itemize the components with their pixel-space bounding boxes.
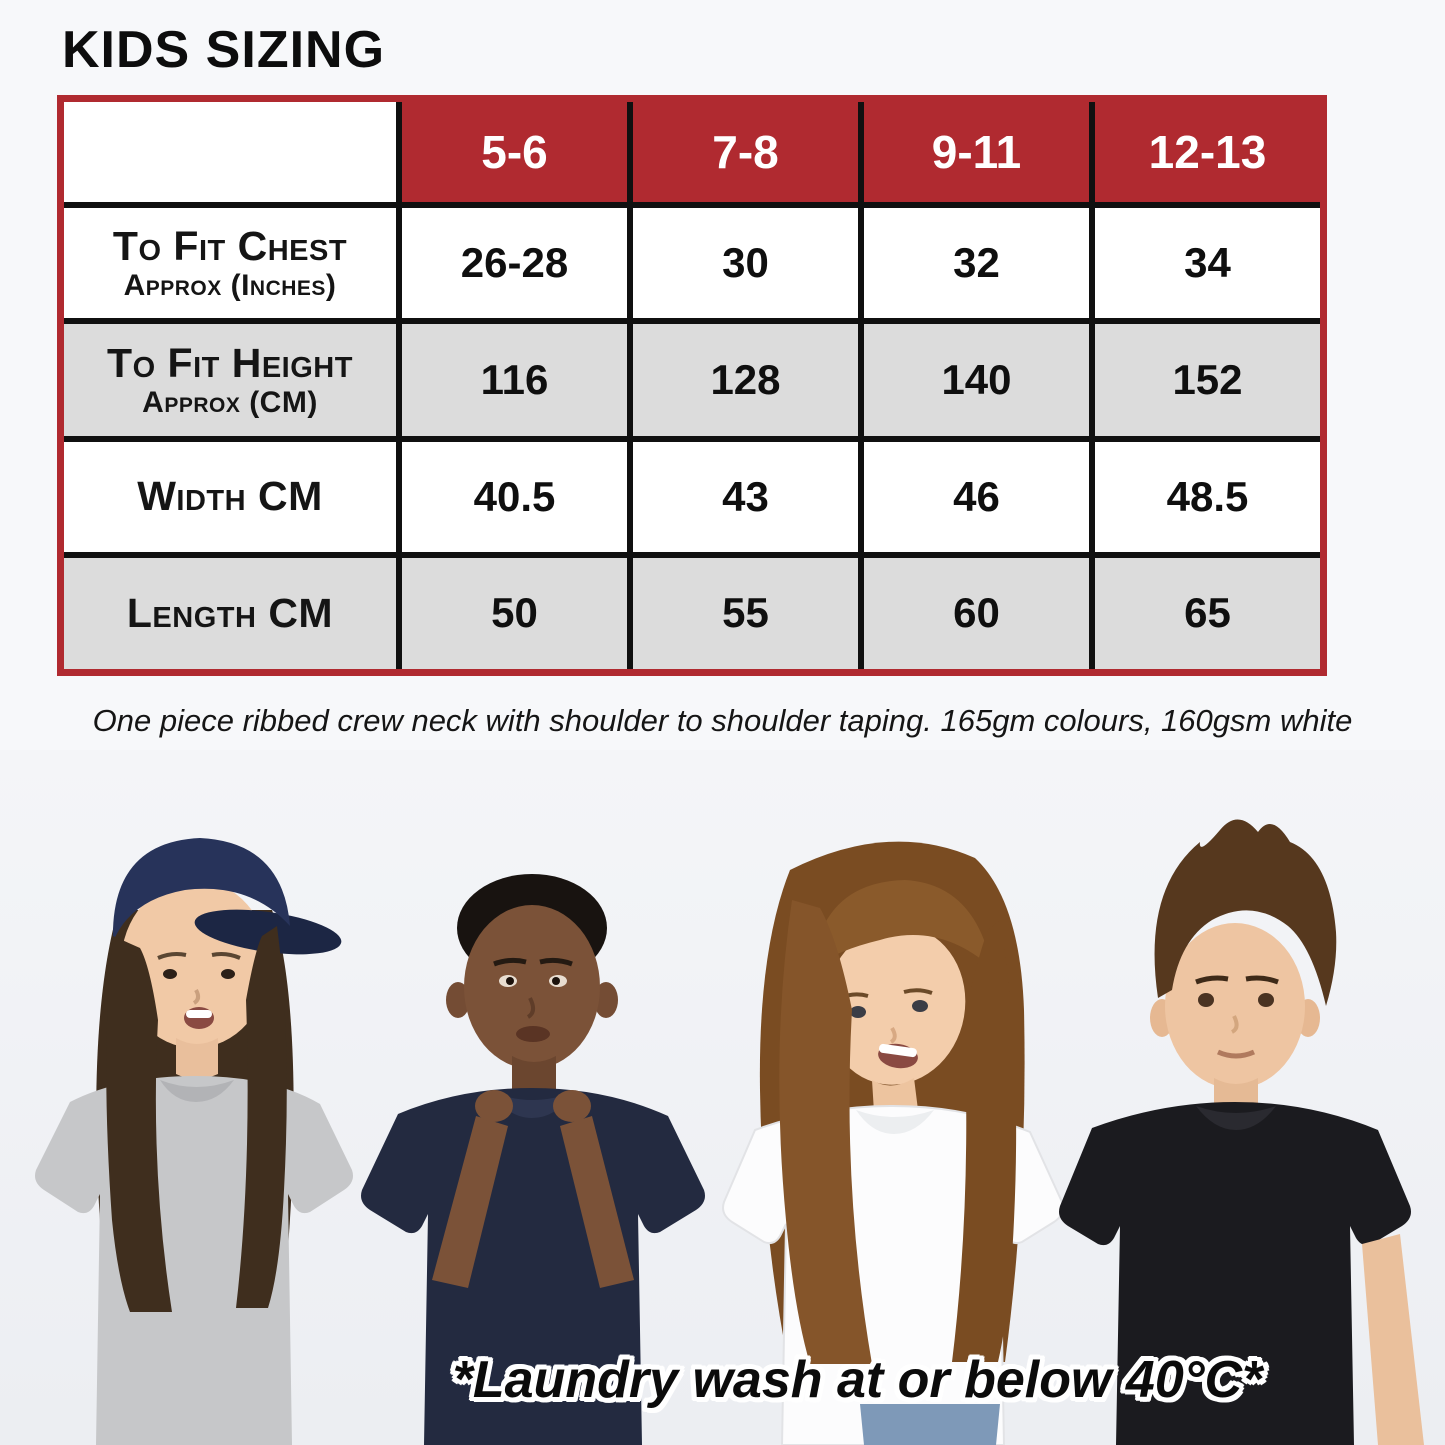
row-label-line1: Length CM xyxy=(126,589,334,636)
height-value xyxy=(402,324,627,436)
length-value xyxy=(402,558,627,669)
row-label-line2: Approx (Inches) xyxy=(123,268,337,302)
value-text: 60 xyxy=(953,589,1000,637)
value-text: 55 xyxy=(722,589,769,637)
col-header-9-11: 9-11 xyxy=(864,102,1089,202)
col-header-12-13: 12-13 xyxy=(1095,102,1320,202)
row-label-line1: To Fit Height xyxy=(107,339,353,386)
row-label-line1: To Fit Chest xyxy=(112,222,348,269)
chest-value xyxy=(864,208,1089,318)
row-label-height xyxy=(64,324,396,436)
value-text: 40.5 xyxy=(473,472,556,520)
chest-value xyxy=(1095,208,1320,318)
value-text: 128 xyxy=(710,355,781,403)
value-text: 34 xyxy=(1184,238,1231,286)
length-value xyxy=(1095,558,1320,669)
chest-value xyxy=(402,208,627,318)
value-text: 152 xyxy=(1172,355,1243,403)
length-value xyxy=(633,558,858,669)
width-value xyxy=(402,442,627,552)
kids-sizing-table xyxy=(57,95,1327,676)
table-corner-cell xyxy=(64,102,396,202)
kids-photo xyxy=(0,750,1445,1445)
height-value xyxy=(633,324,858,436)
value-text: 65 xyxy=(1184,589,1231,637)
laundry-caption: *Laundry wash at or below 40°C* xyxy=(452,1351,1263,1409)
row-label-line1: Width CM xyxy=(137,473,323,520)
height-value xyxy=(1095,324,1320,436)
width-value xyxy=(633,442,858,552)
width-value xyxy=(864,442,1089,552)
row-label-chest xyxy=(64,208,396,318)
row-label-length xyxy=(64,558,396,669)
length-value xyxy=(864,558,1089,669)
col-header-5-6: 5-6 xyxy=(402,102,627,202)
row-label-line2: Approx (CM) xyxy=(142,385,318,419)
value-text: 43 xyxy=(722,472,769,520)
value-text: 26-28 xyxy=(460,238,569,286)
value-text: 140 xyxy=(941,355,1012,403)
value-text: 32 xyxy=(953,238,1000,286)
row-label-width xyxy=(64,442,396,552)
page-title: KIDS SIZING xyxy=(62,21,386,79)
height-value xyxy=(864,324,1089,436)
fabric-description: One piece ribbed crew neck with shoulder to shoulder taping. 165gm colours, 160gsm white xyxy=(92,703,1353,738)
value-text: 48.5 xyxy=(1166,472,1249,520)
chest-value xyxy=(633,208,858,318)
width-value xyxy=(1095,442,1320,552)
value-text: 46 xyxy=(953,472,1000,520)
value-text: 30 xyxy=(722,238,769,286)
col-header-7-8: 7-8 xyxy=(633,102,858,202)
value-text: 116 xyxy=(480,355,549,403)
value-text: 50 xyxy=(491,589,538,637)
